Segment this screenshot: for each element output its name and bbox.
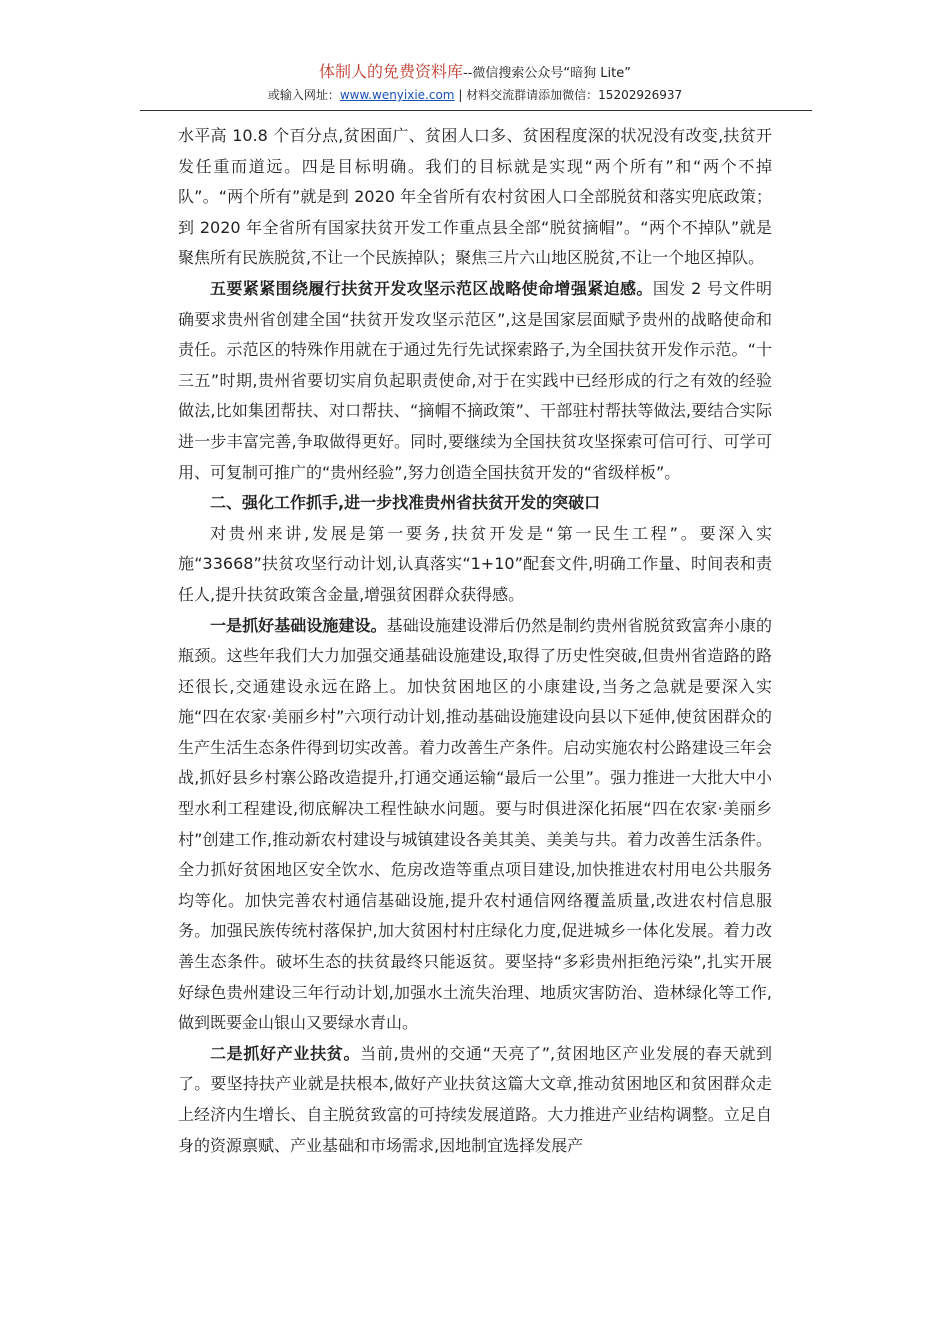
section-heading bbox=[178, 488, 772, 519]
section-heading-text: 二、强化工作抓手,进一步找准贵州省扶贫开发的突破口 bbox=[210, 493, 601, 513]
paragraph bbox=[178, 519, 772, 611]
header-contact: | 材料交流群请添加微信：15202926937 bbox=[454, 88, 683, 102]
header-url-link[interactable]: www.wenyixie.com bbox=[339, 88, 455, 102]
paragraph-lead: 一是抓好基础设施建设。 bbox=[210, 615, 387, 635]
paragraph-text: 国发 2 号文件明确要求贵州省创建全国“扶贫开发攻坚示范区”,这是国家层面赋予贵州的战略使命和责任。示范区的特殊作用就在于通过先行先试探索路子,为全国扶贫开发作示范。“十三五”时期,贵州省要切实肩负起职责使命,对于在实践中已经形成的行之有效的经验做法,比如集团帮扶、对口帮扶、“摘帽不摘政策”、干部驻村帮扶等做法,要结合实际进一步丰富完善,争取做得更好。同时,要继续为全国扶贫攻坚探索可信可行、可学可用、可复制可推广的“贵州经验”,努力创造全国扶贫开发的“省级样板”。 bbox=[178, 278, 772, 482]
paragraph-text: 水平高 10.8 个百分点,贫困面广、贫困人口多、贫困程度深的状况没有改变,扶贫开发任重而道远。四是目标明确。我们的目标就是实现“两个所有”和“两个不掉队”。“两个所有”就是到 2020 年全省所有农村贫困人口全部脱贫和落实兜底政策；到 2020 年全省所有国家扶贫开发工作重点县全部“脱贫摘帽”。“两个不掉队”就是聚焦所有民族脱贫,不让一个民族掉队；聚焦三片六山地区脱贫,不让一个地区掉队。 bbox=[178, 126, 772, 268]
paragraph bbox=[178, 611, 772, 1039]
header-contact-line bbox=[0, 86, 950, 104]
page-header bbox=[0, 62, 950, 104]
header-promo: --微信搜索公众号“暗狗 Lite” bbox=[463, 66, 631, 81]
paragraph-text: 当前,贵州的交通“天亮了”,贫困地区产业发展的春天就到了。要坚持扶产业就是扶根本,做好产业扶贫这篇大文章,推动贫困地区和贫困群众走上经济内生增长、自主脱贫致富的可持续发展道路。大力推进产业结构调整。立足自身的资源禀赋、产业基础和市场需求,因地制宜选择发展产 bbox=[178, 1043, 772, 1155]
header-brand: 体制人的免费资料库 bbox=[319, 62, 464, 81]
paragraph-text: 基础设施建设滞后仍然是制约贵州省脱贫致富奔小康的瓶颈。这些年我们大力加强交通基础设施建设,取得了历史性突破,但贵州省造路的路还很长,交通建设永远在路上。加快贫困地区的小康建设,当务之急就是要深入实施“四在农家·美丽乡村”六项行动计划,推动基础设施建设向县以下延伸,使贫困群众的生产生活生态条件得到切实改善。着力改善生产条件。启动实施农村公路建设三年会战,抓好县乡村寨公路改造提升,打通交通运输“最后一公里”。强力推进一大批大中小型水利工程建设,彻底解决工程性缺水问题。要与时俱进深化拓展“四在农家·美丽乡村”创建工作,推动新农村建设与城镇建设各美其美、美美与共。着力改善生活条件。全力抓好贫困地区安全饮水、危房改造等重点项目建设,加快推进农村用电公共服务均等化。加快完善农村通信基础设施,提升农村通信网络覆盖质量,改进农村信息服务。加强民族传统村落保护,加大贫困村村庄绿化力度,促进城乡一体化发展。着力改善生态条件。破坏生态的扶贫最终只能返贫。要坚持“多彩贵州拒绝污染”,扎实开展好绿色贵州建设三年行动计划,加强水土流失治理、地质灾害防治、造林绿化等工作,做到既要金山银山又要绿水青山。 bbox=[178, 615, 772, 1033]
paragraph bbox=[178, 274, 772, 488]
header-divider bbox=[140, 110, 812, 111]
paragraph bbox=[178, 121, 772, 274]
header-title-line bbox=[0, 62, 950, 84]
paragraph-lead: 五要紧紧围绕履行扶贫开发攻坚示范区战略使命增强紧迫感。 bbox=[210, 278, 653, 298]
document-body bbox=[178, 121, 772, 1161]
paragraph-text: 对贵州来讲,发展是第一要务,扶贫开发是“第一民生工程”。要深入实施“33668”扶贫攻坚行动计划,认真落实“1+10”配套文件,明确工作量、时间表和责任人,提升扶贫政策含金量,增强贫困群众获得感。 bbox=[178, 523, 772, 604]
header-url-prefix: 或输入网址： bbox=[267, 88, 340, 102]
paragraph-lead: 二是抓好产业扶贫。 bbox=[210, 1043, 361, 1063]
paragraph bbox=[178, 1039, 772, 1161]
